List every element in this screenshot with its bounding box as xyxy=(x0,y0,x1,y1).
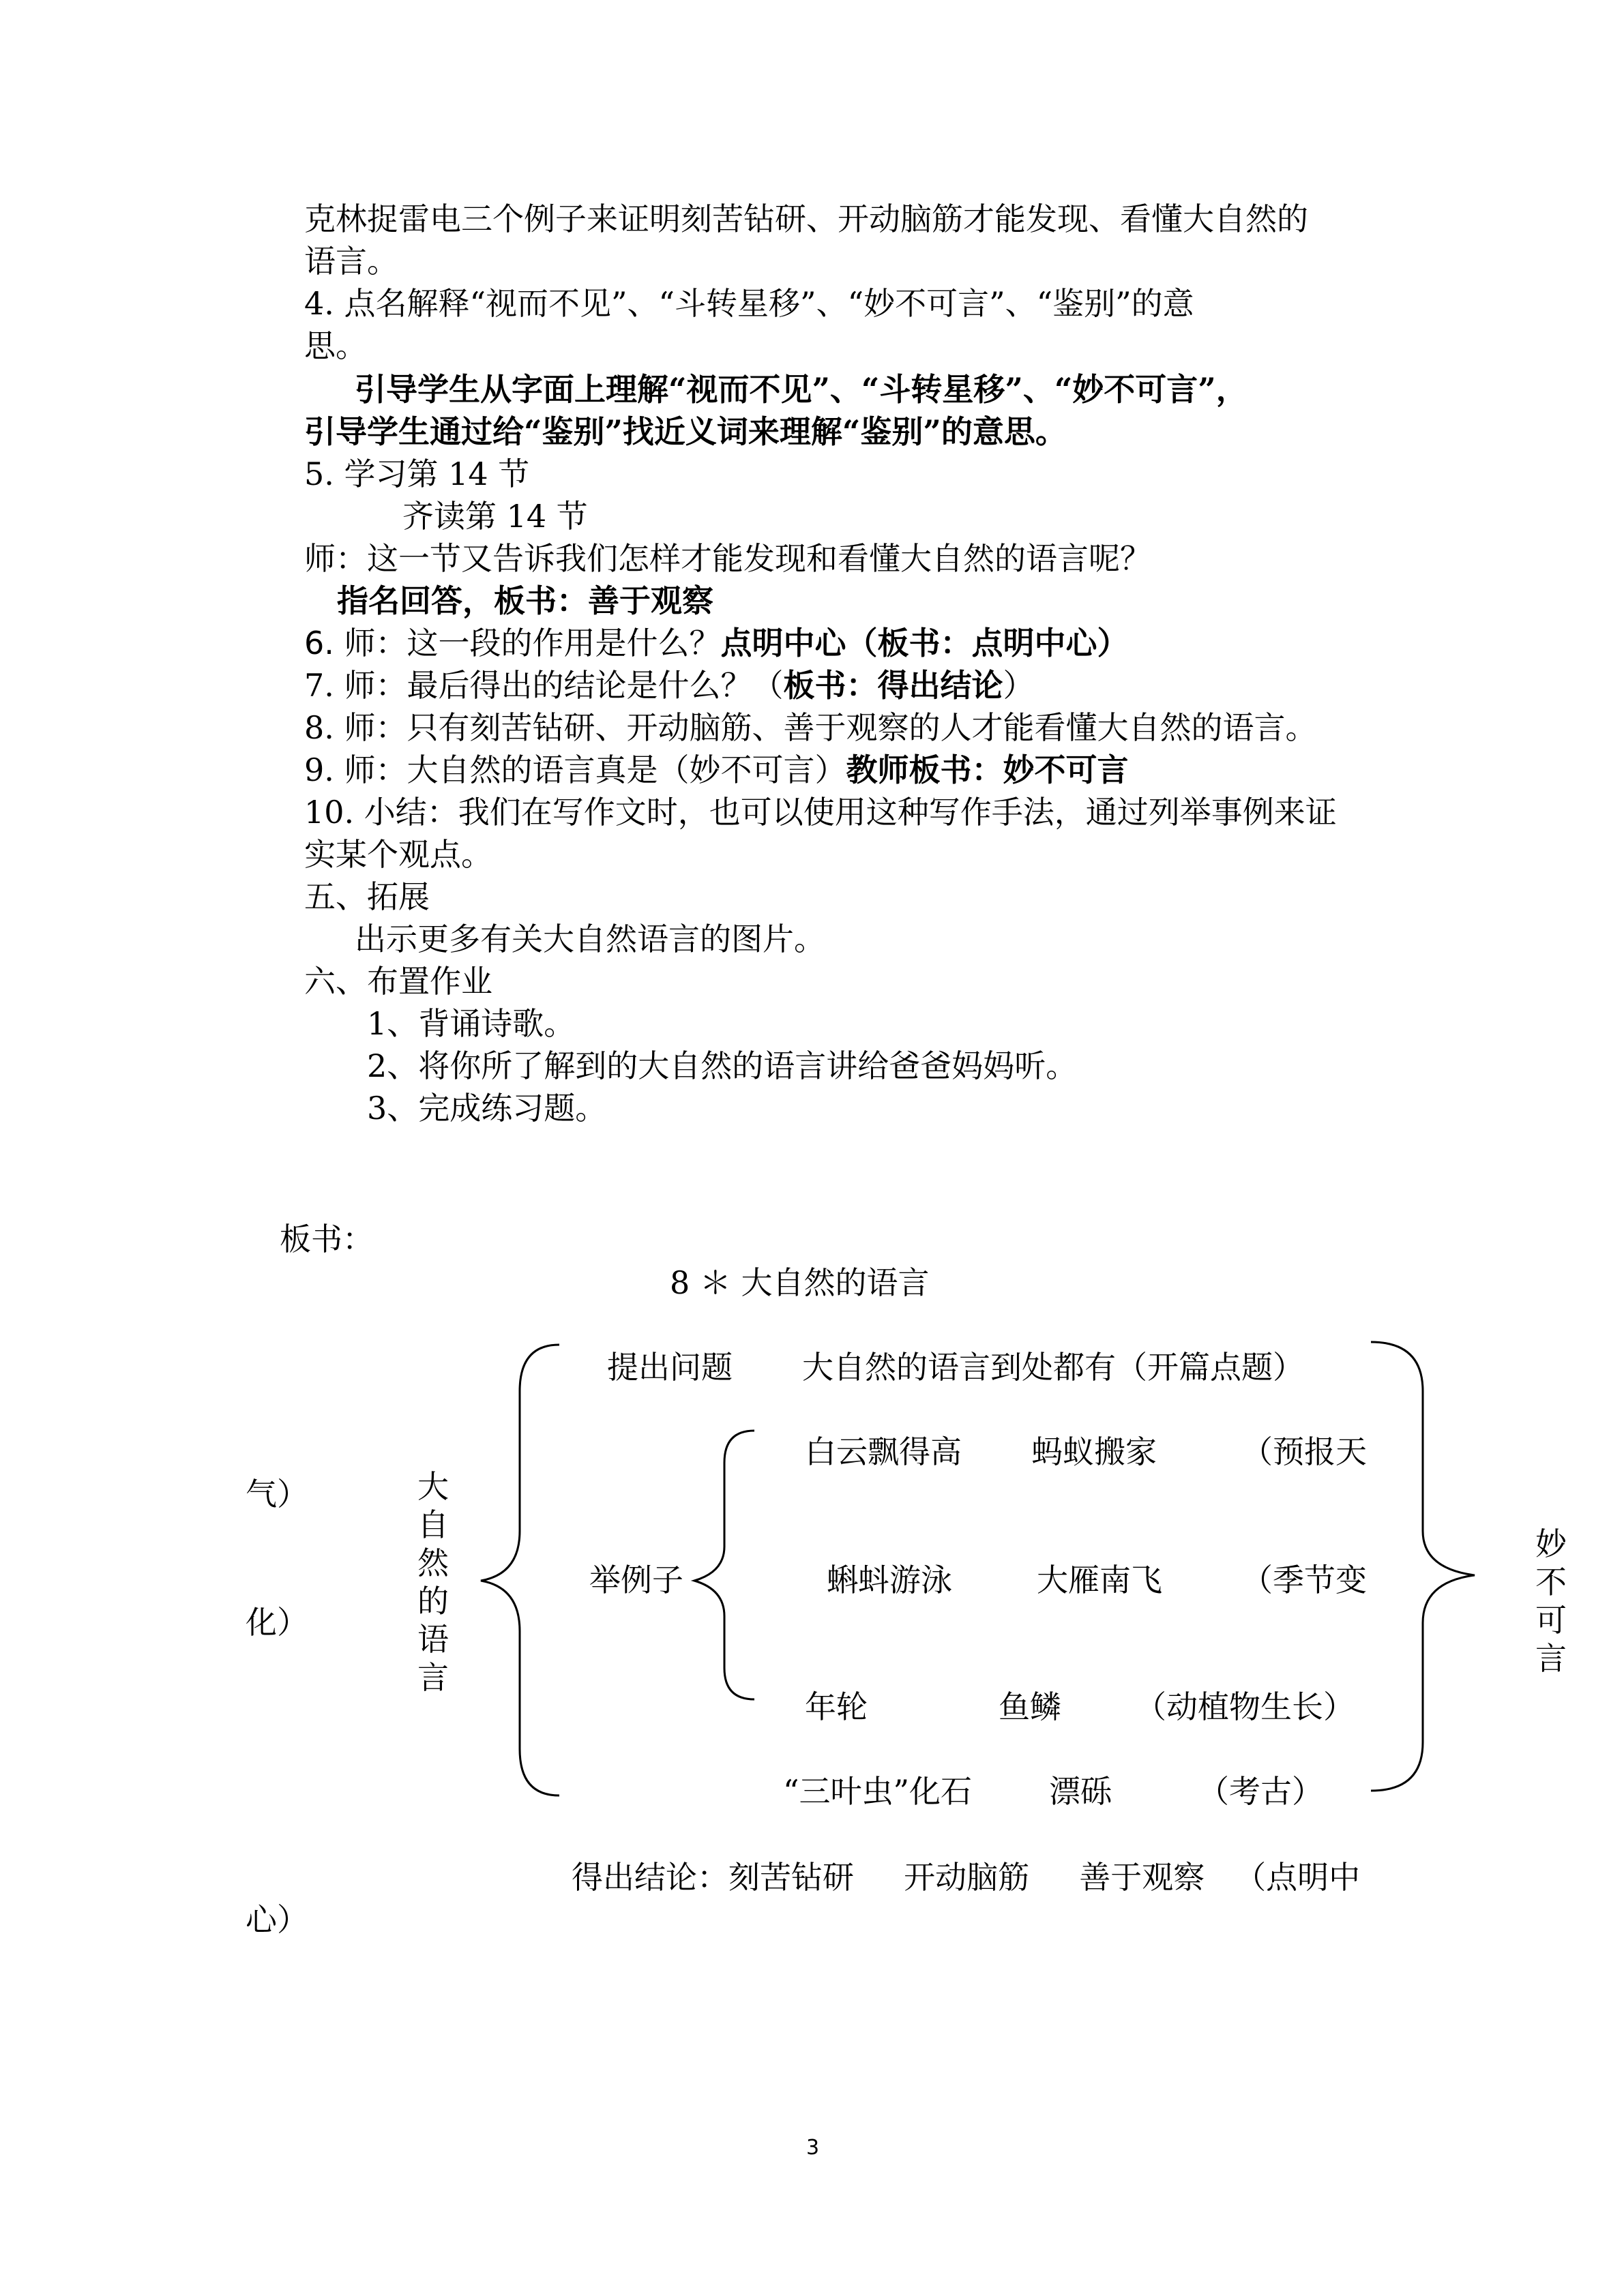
big-right-brace xyxy=(1371,1342,1475,1791)
step-9-text: 9. 师：大自然的语言真是（妙不可言） xyxy=(304,751,846,788)
step-7-text: 7. 师：最后得出的结论是什么？（ xyxy=(304,667,784,704)
example-row-2-wrap: 化） xyxy=(246,1604,308,1641)
page-number: 3 xyxy=(806,2136,820,2160)
step-6-bold: 点明中心（板书：点明中心） xyxy=(720,625,1129,661)
example-row-1-c: （预报天 xyxy=(1241,1433,1367,1470)
lesson-line-continuation-2: 语言。 xyxy=(304,243,398,280)
example-row-2-a: 蝌蚪游泳 xyxy=(827,1562,952,1598)
step-4-line-1: 4. 点名解释“视而不见”、“斗转星移”、“妙不可言”、“鉴别”的意 xyxy=(304,285,1194,322)
step-8: 8. 师：只有刻苦钻研、开动脑筋、善于观察的人才能看懂大自然的语言。 xyxy=(304,709,1317,746)
conclusion-wrap: 心） xyxy=(246,1901,308,1938)
guide-line-2: 引导学生通过给“鉴别”找近义词来理解“鉴别”的意思。 xyxy=(304,413,1067,450)
step-10-line-1: 10. 小结：我们在写作文时，也可以使用这种写作手法，通过列举事例来证 xyxy=(304,794,1337,831)
conclusion: 得出结论：刻苦钻研 开动脑筋 善于观察 （点明中 xyxy=(572,1859,1361,1896)
left-vertical-label: 大自然的语言 xyxy=(417,1468,449,1696)
section-5-title: 五、拓展 xyxy=(304,878,430,915)
big-left-brace xyxy=(481,1345,559,1795)
example-row-1-b: 蚂蚁搬家 xyxy=(1031,1433,1157,1470)
step-10-line-2: 实某个观点。 xyxy=(304,836,492,873)
step-4-line-2: 思。 xyxy=(304,327,367,364)
raise-question-text: 大自然的语言到处都有（开篇点题） xyxy=(802,1349,1304,1386)
answer-board: 指名回答，板书：善于观察 xyxy=(337,582,713,619)
lesson-line-continuation-1: 克林捉雷电三个例子来证明刻苦钻研、开动脑筋才能发现、看懂大自然的 xyxy=(304,200,1308,237)
board-label: 板书： xyxy=(280,1221,374,1257)
homework-item: 1、背诵诗歌。 xyxy=(367,1005,576,1042)
example-row-1-wrap: 气） xyxy=(246,1476,308,1512)
example-row-1-a: 白云飘得高 xyxy=(805,1433,962,1470)
board-title: 8 ＊ 大自然的语言 xyxy=(670,1264,930,1301)
small-left-brace xyxy=(694,1431,754,1699)
homework-item: 3、完成练习题。 xyxy=(367,1090,607,1127)
example-row-4-b: 漂砾 xyxy=(1049,1773,1112,1810)
step-7-bold: 板书：得出结论 xyxy=(783,667,1003,704)
right-vertical-label: 妙不可言 xyxy=(1535,1525,1567,1677)
example-row-2-c: （季节变 xyxy=(1241,1562,1367,1598)
guide-line-1: 引导学生从字面上理解“视而不见”、“斗转星移”、“妙不可言”， xyxy=(355,371,1247,408)
step-6-text: 师：这一段的作用是什么？ xyxy=(334,625,721,661)
step-9-bold: 教师板书：妙不可言 xyxy=(846,751,1129,788)
example-row-4-c: （考古） xyxy=(1198,1773,1323,1810)
example-row-4-a: “三叶虫”化石 xyxy=(783,1773,973,1810)
example-row-3-c: （动植物生长） xyxy=(1135,1688,1355,1725)
step-5-title: 5. 学习第 14 节 xyxy=(304,456,530,492)
example-row-2-b: 大雁南飞 xyxy=(1037,1562,1162,1598)
step-5-read: 齐读第 14 节 xyxy=(402,498,588,535)
example-row-3-a: 年轮 xyxy=(805,1688,868,1725)
step-7-end: ） xyxy=(1003,667,1035,704)
example-row-3-b: 鱼鳞 xyxy=(999,1688,1061,1725)
examples-label: 举例子 xyxy=(589,1562,683,1598)
section-6-title: 六、布置作业 xyxy=(304,963,492,1000)
step-6-number: 6. xyxy=(304,625,334,661)
section-5-text: 出示更多有关大自然语言的图片。 xyxy=(355,921,825,957)
raise-question: 提出问题 xyxy=(607,1349,733,1386)
homework-item: 2、将你所了解到的大自然的语言讲给爸爸妈妈听。 xyxy=(367,1047,1078,1084)
teacher-question: 师：这一节又告诉我们怎样才能发现和看懂大自然的语言呢？ xyxy=(304,540,1151,577)
